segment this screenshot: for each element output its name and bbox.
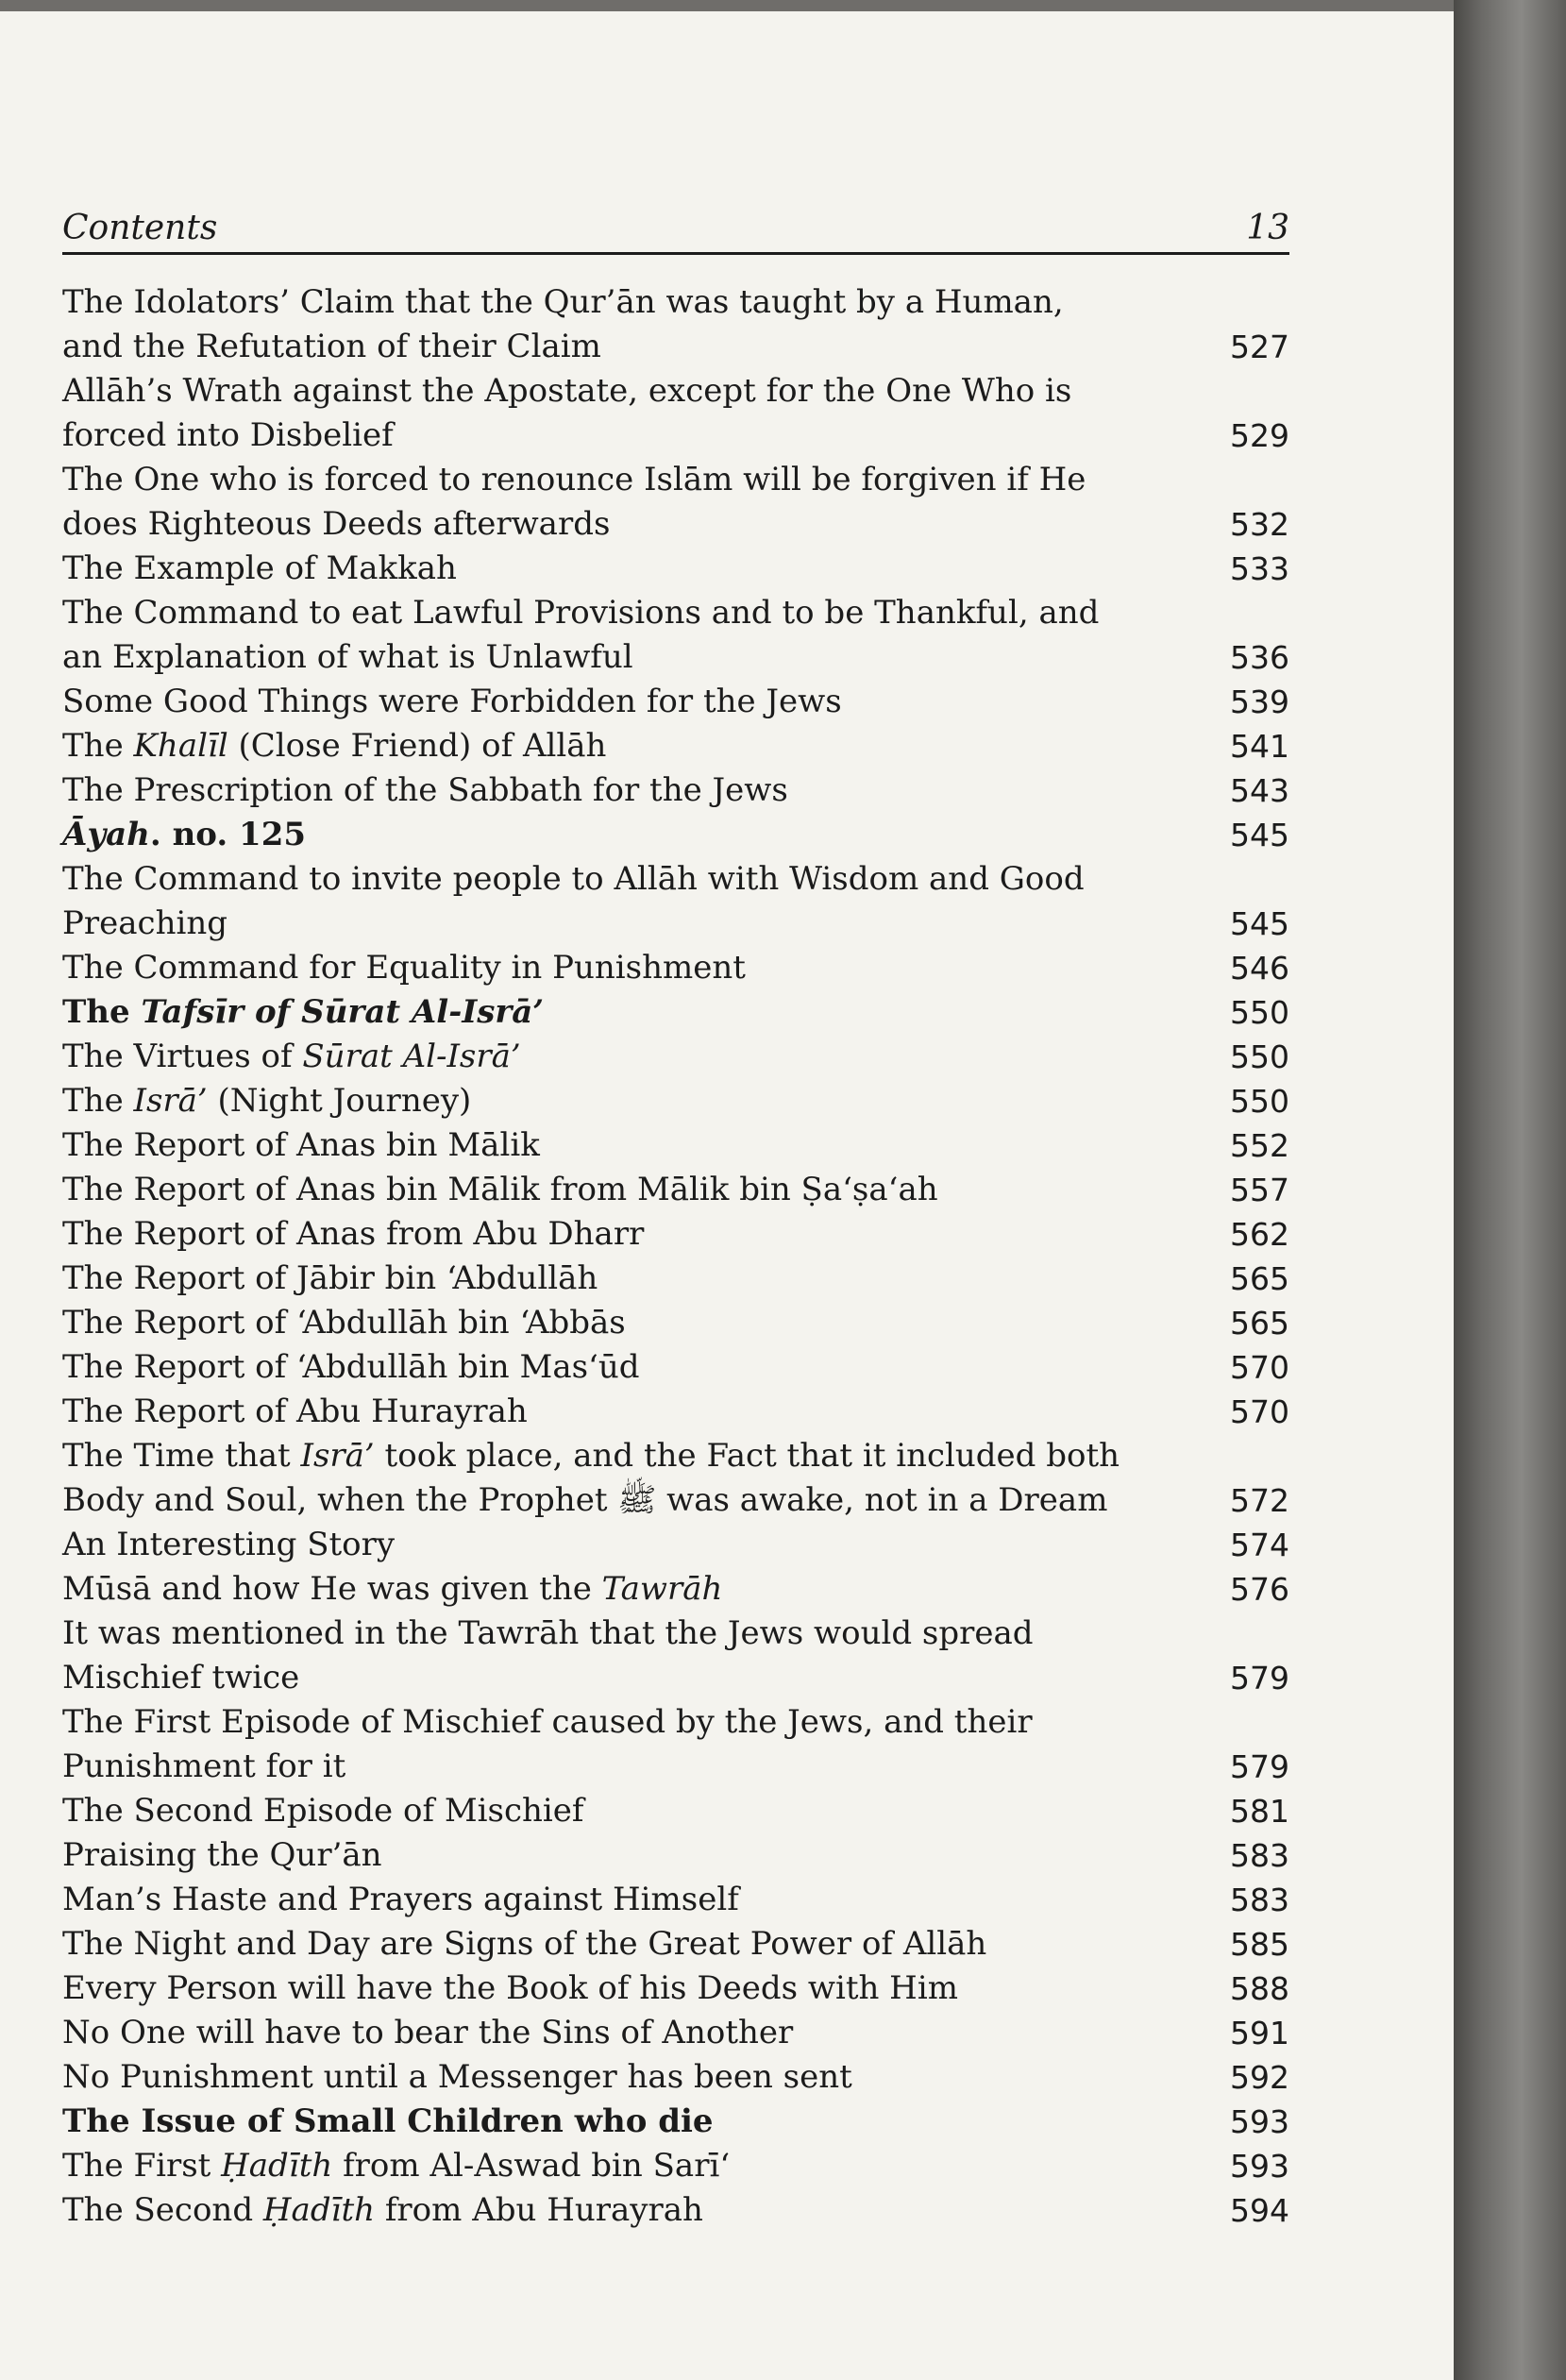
toc-entry-segment: The Report of Abu Hurayrah bbox=[62, 1393, 528, 1430]
toc-entry-segment: Sūrat Al-Isrā’ bbox=[302, 1038, 521, 1075]
toc-entry-page: 562 bbox=[1230, 1216, 1289, 1253]
toc-entry bbox=[62, 1700, 1289, 1745]
table-of-contents bbox=[62, 280, 1289, 2233]
toc-entry-segment: does Righteous Deeds afterwards bbox=[62, 505, 611, 543]
toc-entry-segment: The Virtues of bbox=[62, 1038, 303, 1075]
toc-entry-text bbox=[62, 1656, 299, 1700]
toc-entry bbox=[62, 1966, 1289, 2011]
toc-entry-text bbox=[62, 635, 633, 680]
running-header bbox=[62, 205, 1289, 255]
toc-entry-segment: Praising the Qur’ān bbox=[62, 1836, 382, 1874]
toc-entry-text bbox=[62, 1035, 521, 1079]
toc-entry-page: 576 bbox=[1230, 1571, 1289, 1608]
toc-entry-segment: Mischief twice bbox=[62, 1659, 300, 1696]
toc-entry-page: 565 bbox=[1230, 1305, 1289, 1342]
toc-entry-text bbox=[62, 1478, 1107, 1523]
toc-entry-segment: It was mentioned in the Tawrāh that the Jews would spread bbox=[62, 1614, 1034, 1652]
toc-entry bbox=[62, 946, 1289, 990]
toc-entry-segment: and the Refutation of their Claim bbox=[62, 328, 601, 365]
toc-entry-segment: The First Episode of Mischief caused by the Jews, and their bbox=[62, 1703, 1033, 1741]
toc-entry bbox=[62, 813, 1289, 857]
toc-entry-segment: The Second bbox=[62, 2191, 263, 2229]
toc-entry bbox=[62, 1656, 1289, 1700]
toc-entry-segment: Punishment for it bbox=[62, 1747, 346, 1785]
toc-entry bbox=[62, 1390, 1289, 1434]
toc-entry-segment: . no. 125 bbox=[149, 816, 307, 853]
toc-entry-text bbox=[62, 724, 606, 768]
toc-entry-segment: The bbox=[62, 1082, 134, 1120]
toc-entry-page: 583 bbox=[1230, 1837, 1289, 1874]
toc-entry-page: 570 bbox=[1230, 1349, 1289, 1386]
toc-entry-segment: The Prescription of the Sabbath for the Jews bbox=[62, 771, 788, 809]
toc-entry-page: 572 bbox=[1230, 1482, 1289, 1519]
toc-entry bbox=[62, 1035, 1289, 1079]
toc-entry-text bbox=[62, 2055, 852, 2100]
toc-entry-segment: (Night Journey) bbox=[207, 1082, 472, 1120]
toc-entry-text bbox=[62, 1257, 598, 1301]
toc-entry bbox=[62, 635, 1289, 680]
toc-entry-text bbox=[62, 1612, 1034, 1656]
toc-entry bbox=[62, 1212, 1289, 1257]
toc-entry bbox=[62, 1878, 1289, 1922]
toc-entry-text bbox=[62, 857, 1085, 902]
toc-entry bbox=[62, 2100, 1289, 2144]
toc-entry-page: 545 bbox=[1230, 817, 1289, 853]
toc-entry-page: 533 bbox=[1230, 550, 1289, 587]
toc-entry-segment: Khalīl bbox=[133, 727, 228, 765]
toc-entry-segment: The bbox=[62, 727, 134, 765]
toc-entry bbox=[62, 1478, 1289, 1523]
toc-entry-page: 579 bbox=[1230, 1660, 1289, 1696]
header-page-number: 13 bbox=[1246, 209, 1289, 247]
toc-entry-page: 546 bbox=[1230, 950, 1289, 987]
toc-entry-page: 550 bbox=[1230, 1083, 1289, 1120]
toc-entry-text bbox=[62, 1345, 640, 1390]
toc-entry-page: 565 bbox=[1230, 1260, 1289, 1297]
toc-entry-page: 583 bbox=[1230, 1882, 1289, 1918]
toc-entry-page: 552 bbox=[1230, 1127, 1289, 1164]
book-page-edge bbox=[1454, 0, 1566, 2380]
toc-entry-segment: from Al-Aswad bin Sarī‘ bbox=[332, 2147, 731, 2185]
toc-entry-page: 593 bbox=[1230, 2103, 1289, 2140]
toc-entry-text bbox=[62, 591, 1099, 635]
toc-entry-page: 543 bbox=[1230, 772, 1289, 809]
toc-entry bbox=[62, 1612, 1289, 1656]
header-title: Contents bbox=[62, 209, 218, 247]
toc-entry-segment: Tawrāh bbox=[601, 1570, 723, 1608]
toc-entry-segment: The Report of ‘Abdullāh bin ‘Abbās bbox=[62, 1304, 626, 1342]
toc-entry-text bbox=[62, 1745, 345, 1789]
toc-entry-segment: Isrā’ bbox=[133, 1082, 208, 1120]
toc-entry bbox=[62, 1567, 1289, 1612]
toc-entry-text bbox=[62, 502, 610, 547]
toc-entry-page: 574 bbox=[1230, 1527, 1289, 1563]
toc-entry-page: 541 bbox=[1230, 728, 1289, 765]
toc-entry-text bbox=[62, 1922, 986, 1966]
toc-entry bbox=[62, 902, 1289, 946]
toc-entry bbox=[62, 1833, 1289, 1878]
toc-entry-text bbox=[62, 1523, 395, 1567]
toc-entry-text bbox=[62, 990, 544, 1035]
toc-entry-segment: No Punishment until a Messenger has been sent bbox=[62, 2058, 852, 2096]
toc-entry-text bbox=[62, 2188, 703, 2233]
toc-entry bbox=[62, 768, 1289, 813]
toc-entry-segment: The Night and Day are Signs of the Great Power of Allāh bbox=[62, 1925, 987, 1963]
toc-entry-page: 545 bbox=[1230, 905, 1289, 942]
toc-entry-page: 539 bbox=[1230, 684, 1289, 720]
toc-entry-page: 550 bbox=[1230, 1038, 1289, 1075]
toc-entry-segment: Man’s Haste and Prayers against Himself bbox=[62, 1881, 739, 1918]
toc-entry bbox=[62, 2188, 1289, 2233]
toc-entry-text bbox=[62, 325, 601, 369]
toc-entry-segment: Ḥadīth bbox=[221, 2147, 333, 2185]
toc-entry-segment: The bbox=[62, 993, 142, 1031]
toc-entry-segment: The Command for Equality in Punishment bbox=[62, 949, 746, 987]
toc-entry bbox=[62, 1922, 1289, 1966]
toc-entry bbox=[62, 1345, 1289, 1390]
toc-entry-page: 588 bbox=[1230, 1970, 1289, 2007]
toc-entry-segment: forced into Disbelief bbox=[62, 416, 394, 454]
toc-entry-text bbox=[62, 2100, 714, 2144]
toc-entry-segment: (Close Friend) of Allāh bbox=[227, 727, 607, 765]
toc-entry bbox=[62, 1523, 1289, 1567]
toc-entry-segment: The First bbox=[62, 2147, 222, 2185]
toc-entry-page: 594 bbox=[1230, 2192, 1289, 2229]
toc-entry-segment: An Interesting Story bbox=[62, 1526, 396, 1563]
toc-entry-segment: The Idolators’ Claim that the Qur’ān was taught by a Human, bbox=[62, 283, 1064, 321]
toc-entry-page: 529 bbox=[1230, 417, 1289, 454]
toc-entry-segment: Every Person will have the Book of his Deeds with Him bbox=[62, 1969, 958, 2007]
toc-entry-text bbox=[62, 2011, 793, 2055]
toc-entry-text bbox=[62, 1567, 722, 1612]
toc-entry bbox=[62, 2011, 1289, 2055]
toc-entry-page: 557 bbox=[1230, 1172, 1289, 1208]
toc-entry-segment: The One who is forced to renounce Islām will be forgiven if He bbox=[62, 461, 1086, 498]
toc-entry-text bbox=[62, 1301, 626, 1345]
toc-entry-text bbox=[62, 1079, 471, 1123]
toc-entry-page: 593 bbox=[1230, 2148, 1289, 2185]
toc-entry bbox=[62, 414, 1289, 458]
toc-entry-segment: Some Good Things were Forbidden for the Jews bbox=[62, 683, 842, 720]
toc-entry-page: 532 bbox=[1230, 506, 1289, 543]
book-page bbox=[0, 11, 1454, 2380]
toc-entry bbox=[62, 2144, 1289, 2188]
toc-entry bbox=[62, 2055, 1289, 2100]
toc-entry-segment: Ḥadīth bbox=[262, 2191, 376, 2229]
toc-entry bbox=[62, 680, 1289, 724]
toc-entry bbox=[62, 325, 1289, 369]
toc-entry-text bbox=[62, 1966, 958, 2011]
toc-entry-segment: Body and Soul, when the Prophet ﷺ was awake, not in a Dream bbox=[62, 1481, 1108, 1519]
toc-entry bbox=[62, 1123, 1289, 1168]
toc-entry-text bbox=[62, 1123, 540, 1168]
toc-entry-text bbox=[62, 946, 746, 990]
toc-entry-text bbox=[62, 280, 1064, 325]
toc-entry-text bbox=[62, 369, 1071, 414]
toc-entry bbox=[62, 591, 1289, 635]
toc-entry-segment: Allāh’s Wrath against the Apostate, except for the One Who is bbox=[62, 372, 1072, 410]
toc-entry-page: 536 bbox=[1230, 639, 1289, 676]
toc-entry-page: 579 bbox=[1230, 1748, 1289, 1785]
toc-entry bbox=[62, 1079, 1289, 1123]
toc-entry-text bbox=[62, 1878, 739, 1922]
toc-entry-segment: Āyah bbox=[62, 816, 150, 853]
toc-entry bbox=[62, 280, 1289, 325]
toc-entry-page: 581 bbox=[1230, 1793, 1289, 1830]
toc-entry-page: 570 bbox=[1230, 1393, 1289, 1430]
toc-entry bbox=[62, 857, 1289, 902]
toc-entry-text bbox=[62, 2144, 730, 2188]
toc-entry-text bbox=[62, 768, 788, 813]
toc-entry bbox=[62, 1745, 1289, 1789]
toc-entry-text bbox=[62, 458, 1086, 502]
toc-entry-page: 527 bbox=[1230, 329, 1289, 365]
toc-entry-text bbox=[62, 1212, 644, 1257]
toc-entry-page: 591 bbox=[1230, 2015, 1289, 2051]
toc-entry-segment: The Report of Anas bin Mālik bbox=[62, 1126, 540, 1164]
toc-entry bbox=[62, 990, 1289, 1035]
toc-entry-text bbox=[62, 1434, 1120, 1478]
toc-entry-text bbox=[62, 1700, 1033, 1745]
toc-entry-segment: The Report of Anas from Abu Dharr bbox=[62, 1215, 645, 1253]
toc-entry-segment: Mūsā and how He was given the bbox=[62, 1570, 602, 1608]
toc-entry-text bbox=[62, 1390, 528, 1434]
toc-entry bbox=[62, 547, 1289, 591]
toc-entry-segment: The Issue of Small Children who die bbox=[62, 2102, 714, 2140]
toc-entry-segment: an Explanation of what is Unlawful bbox=[62, 638, 633, 676]
toc-entry-text bbox=[62, 680, 842, 724]
toc-entry-text bbox=[62, 547, 457, 591]
toc-entry bbox=[62, 1257, 1289, 1301]
toc-entry-segment: The Command to invite people to Allāh with Wisdom and Good bbox=[62, 860, 1085, 898]
toc-entry-page: 592 bbox=[1230, 2059, 1289, 2096]
toc-entry-segment: The Example of Makkah bbox=[62, 549, 457, 587]
toc-entry-segment: The Second Episode of Mischief bbox=[62, 1792, 584, 1830]
toc-entry-segment: The Report of Anas bin Mālik from Mālik bin Ṣa‘ṣa‘ah bbox=[62, 1171, 938, 1208]
toc-entry-segment: The Report of Jābir bin ‘Abdullāh bbox=[62, 1259, 598, 1297]
toc-entry-segment: The Command to eat Lawful Provisions and to be Thankful, and bbox=[62, 594, 1100, 632]
toc-entry-text bbox=[62, 813, 306, 857]
toc-entry-page: 550 bbox=[1230, 994, 1289, 1031]
toc-entry-text bbox=[62, 1833, 382, 1878]
toc-entry-segment: Isrā’ bbox=[300, 1437, 375, 1475]
toc-entry bbox=[62, 458, 1289, 502]
toc-entry bbox=[62, 724, 1289, 768]
toc-entry-segment: The Report of ‘Abdullāh bin Mas‘ūd bbox=[62, 1348, 640, 1386]
toc-entry-segment: took place, and the Fact that it included both bbox=[374, 1437, 1120, 1475]
toc-entry bbox=[62, 1434, 1289, 1478]
toc-entry bbox=[62, 369, 1289, 414]
toc-entry-segment: No One will have to bear the Sins of Another bbox=[62, 2014, 794, 2051]
toc-entry-text bbox=[62, 902, 227, 946]
toc-entry-segment: Preaching bbox=[62, 904, 227, 942]
toc-entry bbox=[62, 502, 1289, 547]
toc-entry bbox=[62, 1789, 1289, 1833]
toc-entry-text bbox=[62, 1168, 938, 1212]
toc-entry bbox=[62, 1168, 1289, 1212]
toc-entry-segment: from Abu Hurayrah bbox=[375, 2191, 703, 2229]
toc-entry-text bbox=[62, 414, 394, 458]
toc-entry-segment: The Time that bbox=[62, 1437, 301, 1475]
toc-entry-page: 585 bbox=[1230, 1926, 1289, 1963]
toc-entry-text bbox=[62, 1789, 583, 1833]
toc-entry bbox=[62, 1301, 1289, 1345]
toc-entry-segment: Tafsīr of Sūrat Al-Isrā’ bbox=[141, 993, 545, 1031]
